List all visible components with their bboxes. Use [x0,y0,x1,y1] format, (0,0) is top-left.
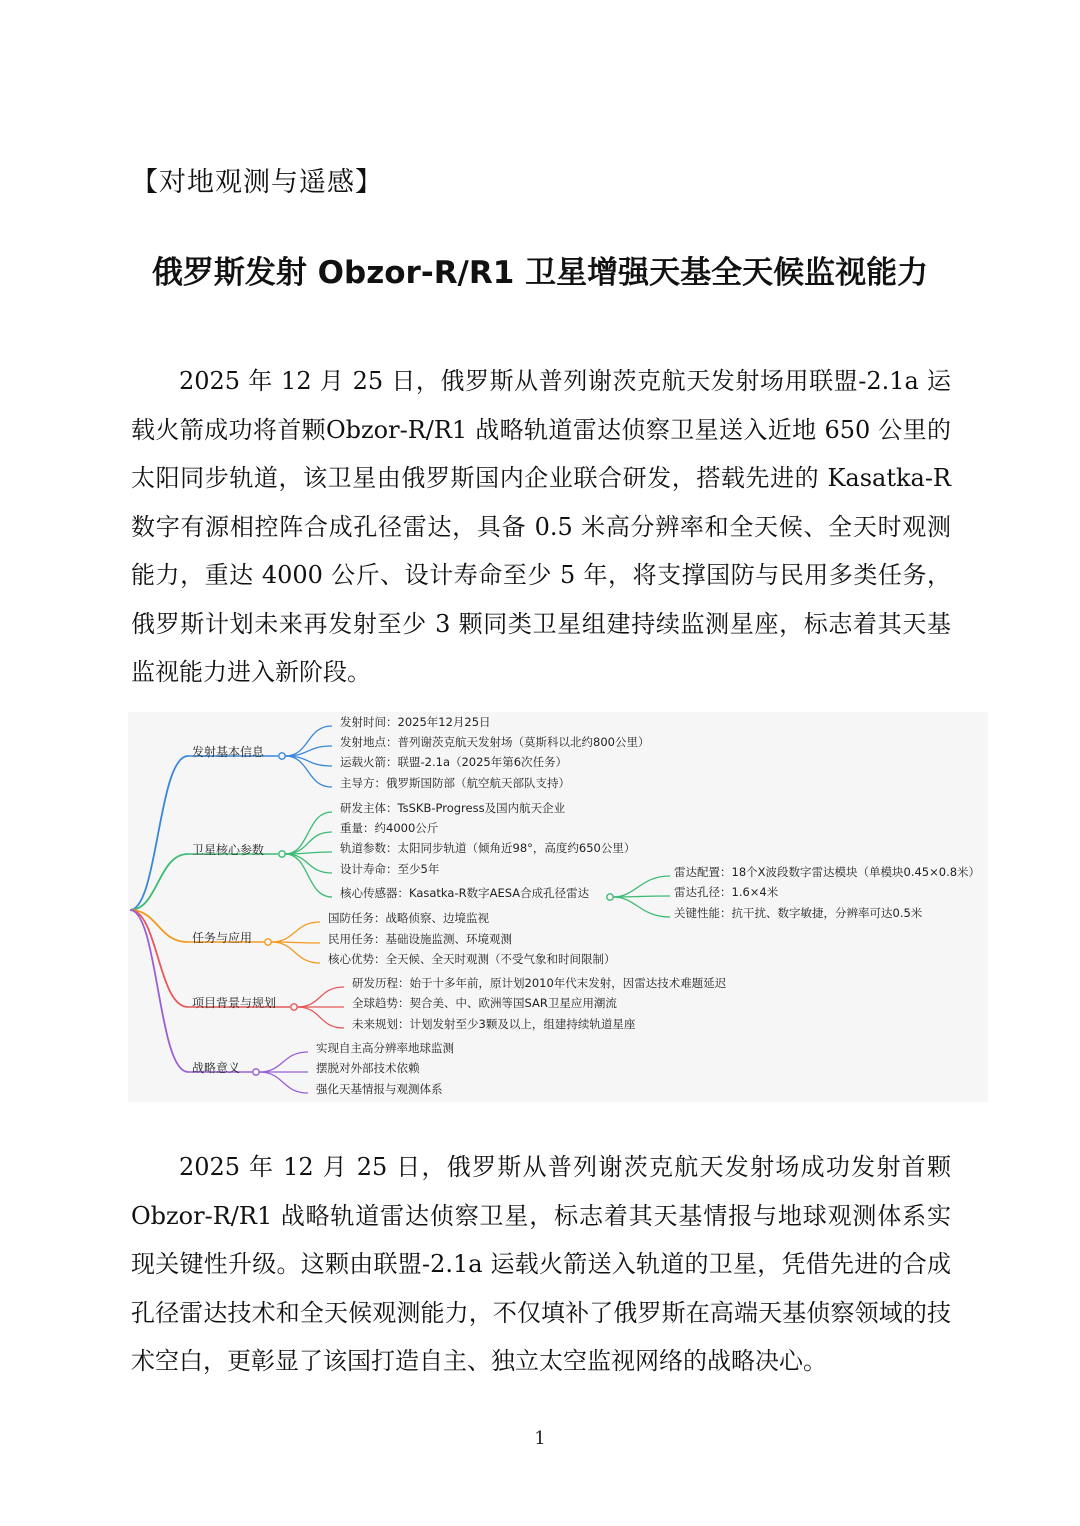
mindmap-leaf: 轨道参数：太阳同步轨道（倾角近98°，高度约650公里） [340,841,636,855]
mindmap-leaf: 主导方：俄罗斯国防部（航空航天部队支持） [340,776,570,790]
mindmap-leaf-connector [285,832,332,854]
mindmap-leaf-connector [297,987,344,1007]
mindmap-leaf: 研发主体：TsSKB-Progress及国内航天企业 [340,801,566,815]
mindmap-leaf-connector [259,1052,308,1072]
mindmap-root-connector [130,854,188,910]
section-tag: 【对地观测与遥感】 [131,167,383,198]
mindmap-leaf: 核心优势：全天候、全天时观测（不受气象和时间限制） [328,952,616,966]
mindmap-branch-hub [291,1004,297,1010]
mindmap-leaf: 发射时间：2025年12月25日 [340,715,491,729]
mindmap-leaf-connector [297,1007,344,1028]
mindmap-branch-background: 项目背景与规划 [192,996,277,1010]
mindmap-subbranch-hub [607,894,613,900]
mindmap-leaf-connector [271,942,320,963]
paragraph-1: 2025 年 12 月 25 日，俄罗斯从普列谢茨克航天发射场用联盟-2.1a 运载火箭成功将首颗Obzor-R/R1 战略轨道雷达侦察卫星送入近地 650 公里的太阳同步轨道，该卫星由俄罗斯国内企业联合研发，搭载先进的 Kasatka-R 数字有源相控阵合成孔径雷达，具备 0.5 米高分辨率和全天候、全天时观测能力，重达 4000 公斤、设计寿命至少 5 年，将支撑国防与民用多类任务，俄罗斯计划未来再发射至少 3 颗同类卫星组建持续监测星座，标志着其天基监视能力进入新阶段。 [131,367,951,686]
mindmap-branch-launch-info: 发射基本信息 [192,745,265,759]
mindmap-subleaf: 关键性能：抗干扰、数字敏捷，分辨率可达0.5米 [674,906,923,920]
mindmap-subleaf-connector [613,897,670,917]
mindmap-branch-significance: 战略意义 [192,1061,241,1075]
mindmap-leaf: 摆脱对外部技术依赖 [316,1061,420,1075]
mindmap-root-connector [130,756,188,910]
mindmap-branch-hub [279,753,285,759]
page-number: 1 [534,1428,546,1449]
document-title: 俄罗斯发射 Obzor-R/R1 卫星增强天基全天候监视能力 [151,255,929,291]
mindmap-leaf: 强化天基情报与观测体系 [316,1082,443,1096]
mindmap-leaf: 研发历程：始于十多年前，原计划2010年代末发射，因雷达技术难题延迟 [352,976,727,990]
mindmap-leaf: 运载火箭：联盟-2.1a（2025年第6次任务） [340,755,568,769]
paragraph-2: 2025 年 12 月 25 日，俄罗斯从普列谢茨克航天发射场成功发射首颗Obzor-R/R1 战略轨道雷达侦察卫星，标志着其天基情报与地球观测体系实现关键性升级。这颗由联盟-2.1a 运载火箭送入轨道的卫星，凭借先进的合成孔径雷达技术和全天候观测能力，不仅填补了俄罗斯在高端天基侦察领域的技术空白，更彰显了该国打造自主、独立太空监视网络的战略决心。 [131,1153,951,1375]
mindmap-subleaf: 雷达孔径：1.6×4米 [674,885,779,899]
mindmap-branch-hub [265,939,271,945]
mindmap-leaf-connector [285,854,332,873]
mindmap-svg [128,712,988,1102]
mindmap-branch-hub [253,1069,259,1075]
mindmap-leaf: 设计寿命：至少5年 [340,862,440,876]
mindmap-subleaf-connector [613,876,670,897]
mindmap-branch-missions: 任务与应用 [192,931,253,945]
mindmap-branch-core-params: 卫星核心参数 [192,843,265,857]
mindmap-leaf: 重量：约4000公斤 [340,821,439,835]
mindmap-leaf: 国防任务：战略侦察、边境监视 [328,911,489,925]
mindmap-leaf-connector [259,1072,308,1093]
mindmap-leaf: 民用任务：基础设施监测、环境观测 [328,932,512,946]
mindmap-leaf: 全球趋势：契合美、中、欧洲等国SAR卫星应用潮流 [352,996,617,1010]
mindmap-leaf-connector [285,854,332,897]
mindmap-leaf: 核心传感器：Kasatka-R数字AESA合成孔径雷达 [340,886,590,900]
mindmap-subleaf: 雷达配置：18个X波段数字雷达模块（单模块0.45×0.8米） [674,865,981,879]
mindmap-root-connector [130,910,188,1072]
mindmap-leaf: 实现自主高分辨率地球监测 [316,1041,454,1055]
mindmap-figure [128,712,988,1102]
mindmap-leaf: 发射地点：普列谢茨克航天发射场（莫斯科以北约800公里） [340,735,650,749]
mindmap-leaf: 未来规划：计划发射至少3颗及以上，组建持续轨道星座 [352,1017,636,1031]
mindmap-leaf-connector [271,922,320,942]
mindmap-branch-hub [279,851,285,857]
